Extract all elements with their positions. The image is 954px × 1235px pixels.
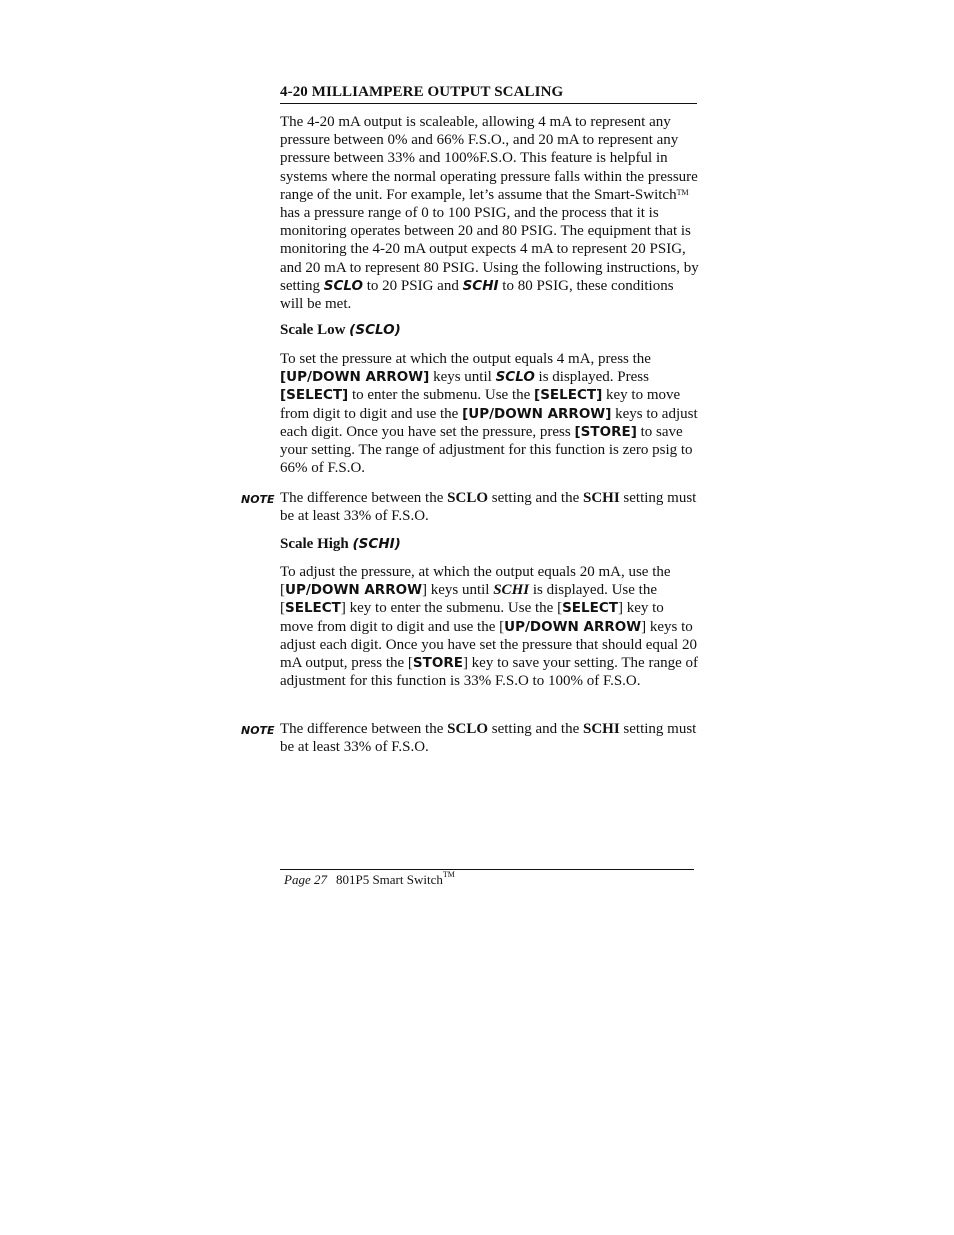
note-paragraph [280,489,700,525]
sclo-term: SCLO [447,721,488,737]
intro-text-3: to 20 PSIG and [362,277,463,294]
trademark-mark: TM [676,187,689,197]
scale-low-text-4: to enter the submenu. Use the [348,387,535,404]
scale-high-text-6: ] keys to adjust each digit. Once you have set the pressure that should equal 20 mA output, press the [ [280,618,697,672]
schi-code: SCHI [493,582,530,599]
note-text: setting must be at least 33% of F.S.O. [280,490,697,525]
up-down-arrow-key: [UP/DOWN ARROW] [462,405,612,422]
scale-high-text-7: ] key to save your setting. The range of adjustment for this function is 33% F.S.O to 100% of F.S.O. [280,655,699,690]
scale-low-text-2: keys until [429,369,496,386]
note-text: The difference between the [280,721,448,737]
scale-low-text-1: To set the pressure at which the output equals 4 mA, press the [280,351,651,367]
scale-high-text-3: is displayed. Use the [ [280,582,657,617]
up-down-arrow-key: UP/DOWN ARROW [285,582,422,599]
schi-term: SCHI [582,721,620,737]
section-heading: 4-20 MILLIAMPERE OUTPUT SCALING [280,84,697,104]
scale-low-title: Scale Low [280,322,350,338]
scale-high-text-5: ] key to move from digit to digit and use the [ [280,600,664,635]
select-key: [SELECT] [534,387,603,404]
scale-low-text-3: is displayed. Press [534,369,649,386]
select-key: SELECT [285,600,341,617]
up-down-arrow-key: [UP/DOWN ARROW] [280,369,430,386]
schi-term: SCHI [582,490,620,506]
scale-high-text-4: ] key to enter the submenu. Use the [ [340,600,563,617]
scale-high-code: (SCHI) [352,536,401,552]
note-label: NOTE [241,493,275,506]
trademark-mark: TM [442,870,455,879]
up-down-arrow-key: UP/DOWN ARROW [504,618,642,635]
scale-high-paragraph [280,563,700,690]
sclo-term: SCLO [447,490,488,506]
scale-high-text-1: To adjust the pressure, at which the output equals 20 mA, use the [ [280,564,671,599]
store-key: STORE [412,655,463,672]
intro-paragraph [280,113,700,313]
intro-text-1: The 4-20 mA output is scaleable, allowing 4 mA to represent any pressure between 0% and 66% F.S.O., and 20 mA to represent any pressure between 33% and 100%F.S.O. This feature is helpful in systems where the normal operating pressure falls within the pressure range of the unit. For example, let’s assume that the Smart-Switch [280,114,698,203]
note-paragraph [280,720,700,756]
note-text: The difference between the [280,490,448,506]
scale-high-title: Scale High [280,536,353,552]
scale-low-text-5: key to move from digit to digit and use the [280,387,681,422]
intro-text-2: has a pressure range of 0 to 100 PSIG, and the process that it is monitoring operates between 20 and 80 PSIG. The equipment that is monitoring the 4-20 mA output expects 4 mA to represent 20 PSIG, and 20 mA to represent 80 PSIG. Using the following instructions, by setting [280,205,699,294]
page-footer [284,872,455,888]
sclo-code: SCLO [495,369,535,386]
page-number: Page 27 [284,872,327,887]
select-key: [SELECT] [280,387,349,404]
scale-low-code: (SCLO) [349,322,401,338]
note-text: setting must be at least 33% of F.S.O. [280,721,697,756]
note-text: setting and the [488,721,583,737]
scale-low-text-7: to save your setting. The range of adjustment for this function is zero psig to 66% of F.S.O. [280,423,693,477]
sclo-code: SCLO [323,277,363,294]
intro-text-4: to 80 PSIG, these conditions will be met. [280,277,674,313]
note-label: NOTE [241,724,275,737]
note-text: setting and the [488,490,583,506]
product-name: 801P5 Smart Switch [335,872,443,887]
store-key: [STORE] [574,423,637,440]
schi-code: SCHI [462,277,499,294]
scale-high-text-2: ] keys until [421,582,494,599]
scale-low-heading [280,322,401,339]
scale-high-heading [280,536,401,553]
select-key: SELECT [562,600,618,617]
scale-low-paragraph [280,350,700,477]
footer-rule [280,869,694,870]
scale-low-text-6: keys to adjust each digit. Once you have set the pressure, press [280,405,698,440]
